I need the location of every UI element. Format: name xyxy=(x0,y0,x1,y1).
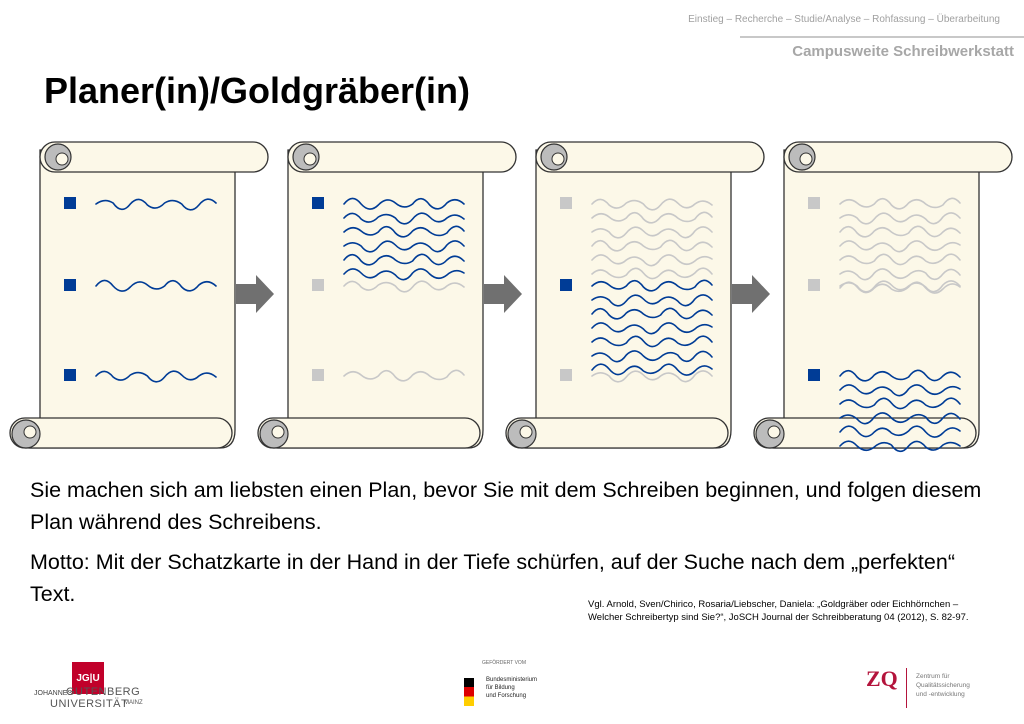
arrow-right-icon xyxy=(484,275,522,313)
scroll-bottom-curl-inner xyxy=(272,426,284,438)
bullet-active xyxy=(64,197,76,209)
jgu-logo-mainz: MAINZ xyxy=(124,700,143,706)
bmbf-logo xyxy=(462,660,552,716)
scroll-top-curl-inner xyxy=(304,153,316,165)
scroll-top-curl-inner xyxy=(800,153,812,165)
zq-line-2: Qualitätssicherung xyxy=(916,682,970,689)
scroll-1 xyxy=(10,142,268,448)
bmbf-line-1: Bundesministerium xyxy=(486,677,538,683)
zq-divider xyxy=(906,668,907,708)
scroll-bottom-curl-inner xyxy=(520,426,532,438)
motto-text: Motto: Mit der Schatzkarte in der Hand in der Tiefe schürfen, auf der Suche nach dem „perfekten“ Text. xyxy=(30,550,955,606)
scroll-top-curl-inner xyxy=(552,153,564,165)
arrow-right-icon xyxy=(732,275,770,313)
scroll-3 xyxy=(506,142,764,448)
scroll-bottom-curl-inner xyxy=(24,426,36,438)
scroll-paper xyxy=(278,150,483,448)
scroll-top-curl-inner xyxy=(56,153,68,165)
scroll-bottom-roll xyxy=(10,418,232,448)
bullet-active xyxy=(312,197,324,209)
page-title: Planer(in)/Goldgräber(in) xyxy=(44,70,471,111)
zq-logo-mark: ZQ xyxy=(866,666,898,691)
citation-line-1: Vgl. Arnold, Sven/Chirico, Rosaria/Liebscher, Daniela: „Goldgräber oder Eichhörnchen – xyxy=(588,599,959,610)
scrolls-diagram xyxy=(0,130,1024,460)
bullet-active xyxy=(808,369,820,381)
jgu-logo-gutenberg: GUTENBERG xyxy=(66,686,141,698)
federal-eagle-icon xyxy=(464,678,474,706)
scroll-bottom-roll xyxy=(258,418,480,448)
description-text: Sie machen sich am liebsten einen Plan, bevor Sie mit dem Schreiben beginnen, und folgen diesem Plan während des Schreibens. xyxy=(30,478,982,534)
bullet-inactive xyxy=(808,197,820,209)
bullet-active xyxy=(64,279,76,291)
bmbf-line-2: für Bildung xyxy=(486,685,515,691)
jgu-logo-johannes: JOHANNES xyxy=(34,690,73,697)
bullet-inactive xyxy=(808,279,820,291)
zq-name xyxy=(916,672,970,699)
scroll-top-roll xyxy=(288,142,516,172)
bullet-inactive xyxy=(560,369,572,381)
bullet-active xyxy=(64,369,76,381)
breadcrumb: Einstieg – Recherche – Studie/Analyse – Rohfassung – Überarbeitung xyxy=(688,14,1000,25)
scroll-bottom-curl-inner xyxy=(768,426,780,438)
scroll-top-roll xyxy=(536,142,764,172)
scroll-top-roll xyxy=(784,142,1012,172)
zq-logo xyxy=(866,664,976,714)
zq-line-3: und -entwicklung xyxy=(916,691,965,698)
bmbf-sponsor-label: GEFÖRDERT VOM xyxy=(482,660,526,666)
bullet-active xyxy=(560,279,572,291)
jgu-logo-mark: JG|U xyxy=(72,662,104,694)
scroll-paper xyxy=(30,150,235,448)
scroll-top-roll xyxy=(40,142,268,172)
zq-line-1: Zentrum für xyxy=(916,673,950,680)
bullet-inactive xyxy=(312,279,324,291)
citation-line-2: Welcher Schreibertyp sind Sie?“, JoSCH Journal der Schreibberatung 04 (2012), S. 82-97. xyxy=(588,612,969,623)
jgu-logo xyxy=(28,656,148,716)
bmbf-line-3: und Forschung xyxy=(486,693,527,699)
jgu-logo-universitat: UNIVERSITÄT xyxy=(50,698,129,710)
scroll-2 xyxy=(258,142,516,448)
scroll-4 xyxy=(754,142,1012,451)
citation xyxy=(588,598,988,624)
scroll-bottom-roll xyxy=(506,418,728,448)
header-divider xyxy=(740,36,1024,38)
arrow-right-icon xyxy=(236,275,274,313)
bullet-inactive xyxy=(312,369,324,381)
bullet-inactive xyxy=(560,197,572,209)
bmbf-name xyxy=(486,676,537,700)
workshop-title: Campusweite Schreibwerkstatt xyxy=(792,43,1014,60)
